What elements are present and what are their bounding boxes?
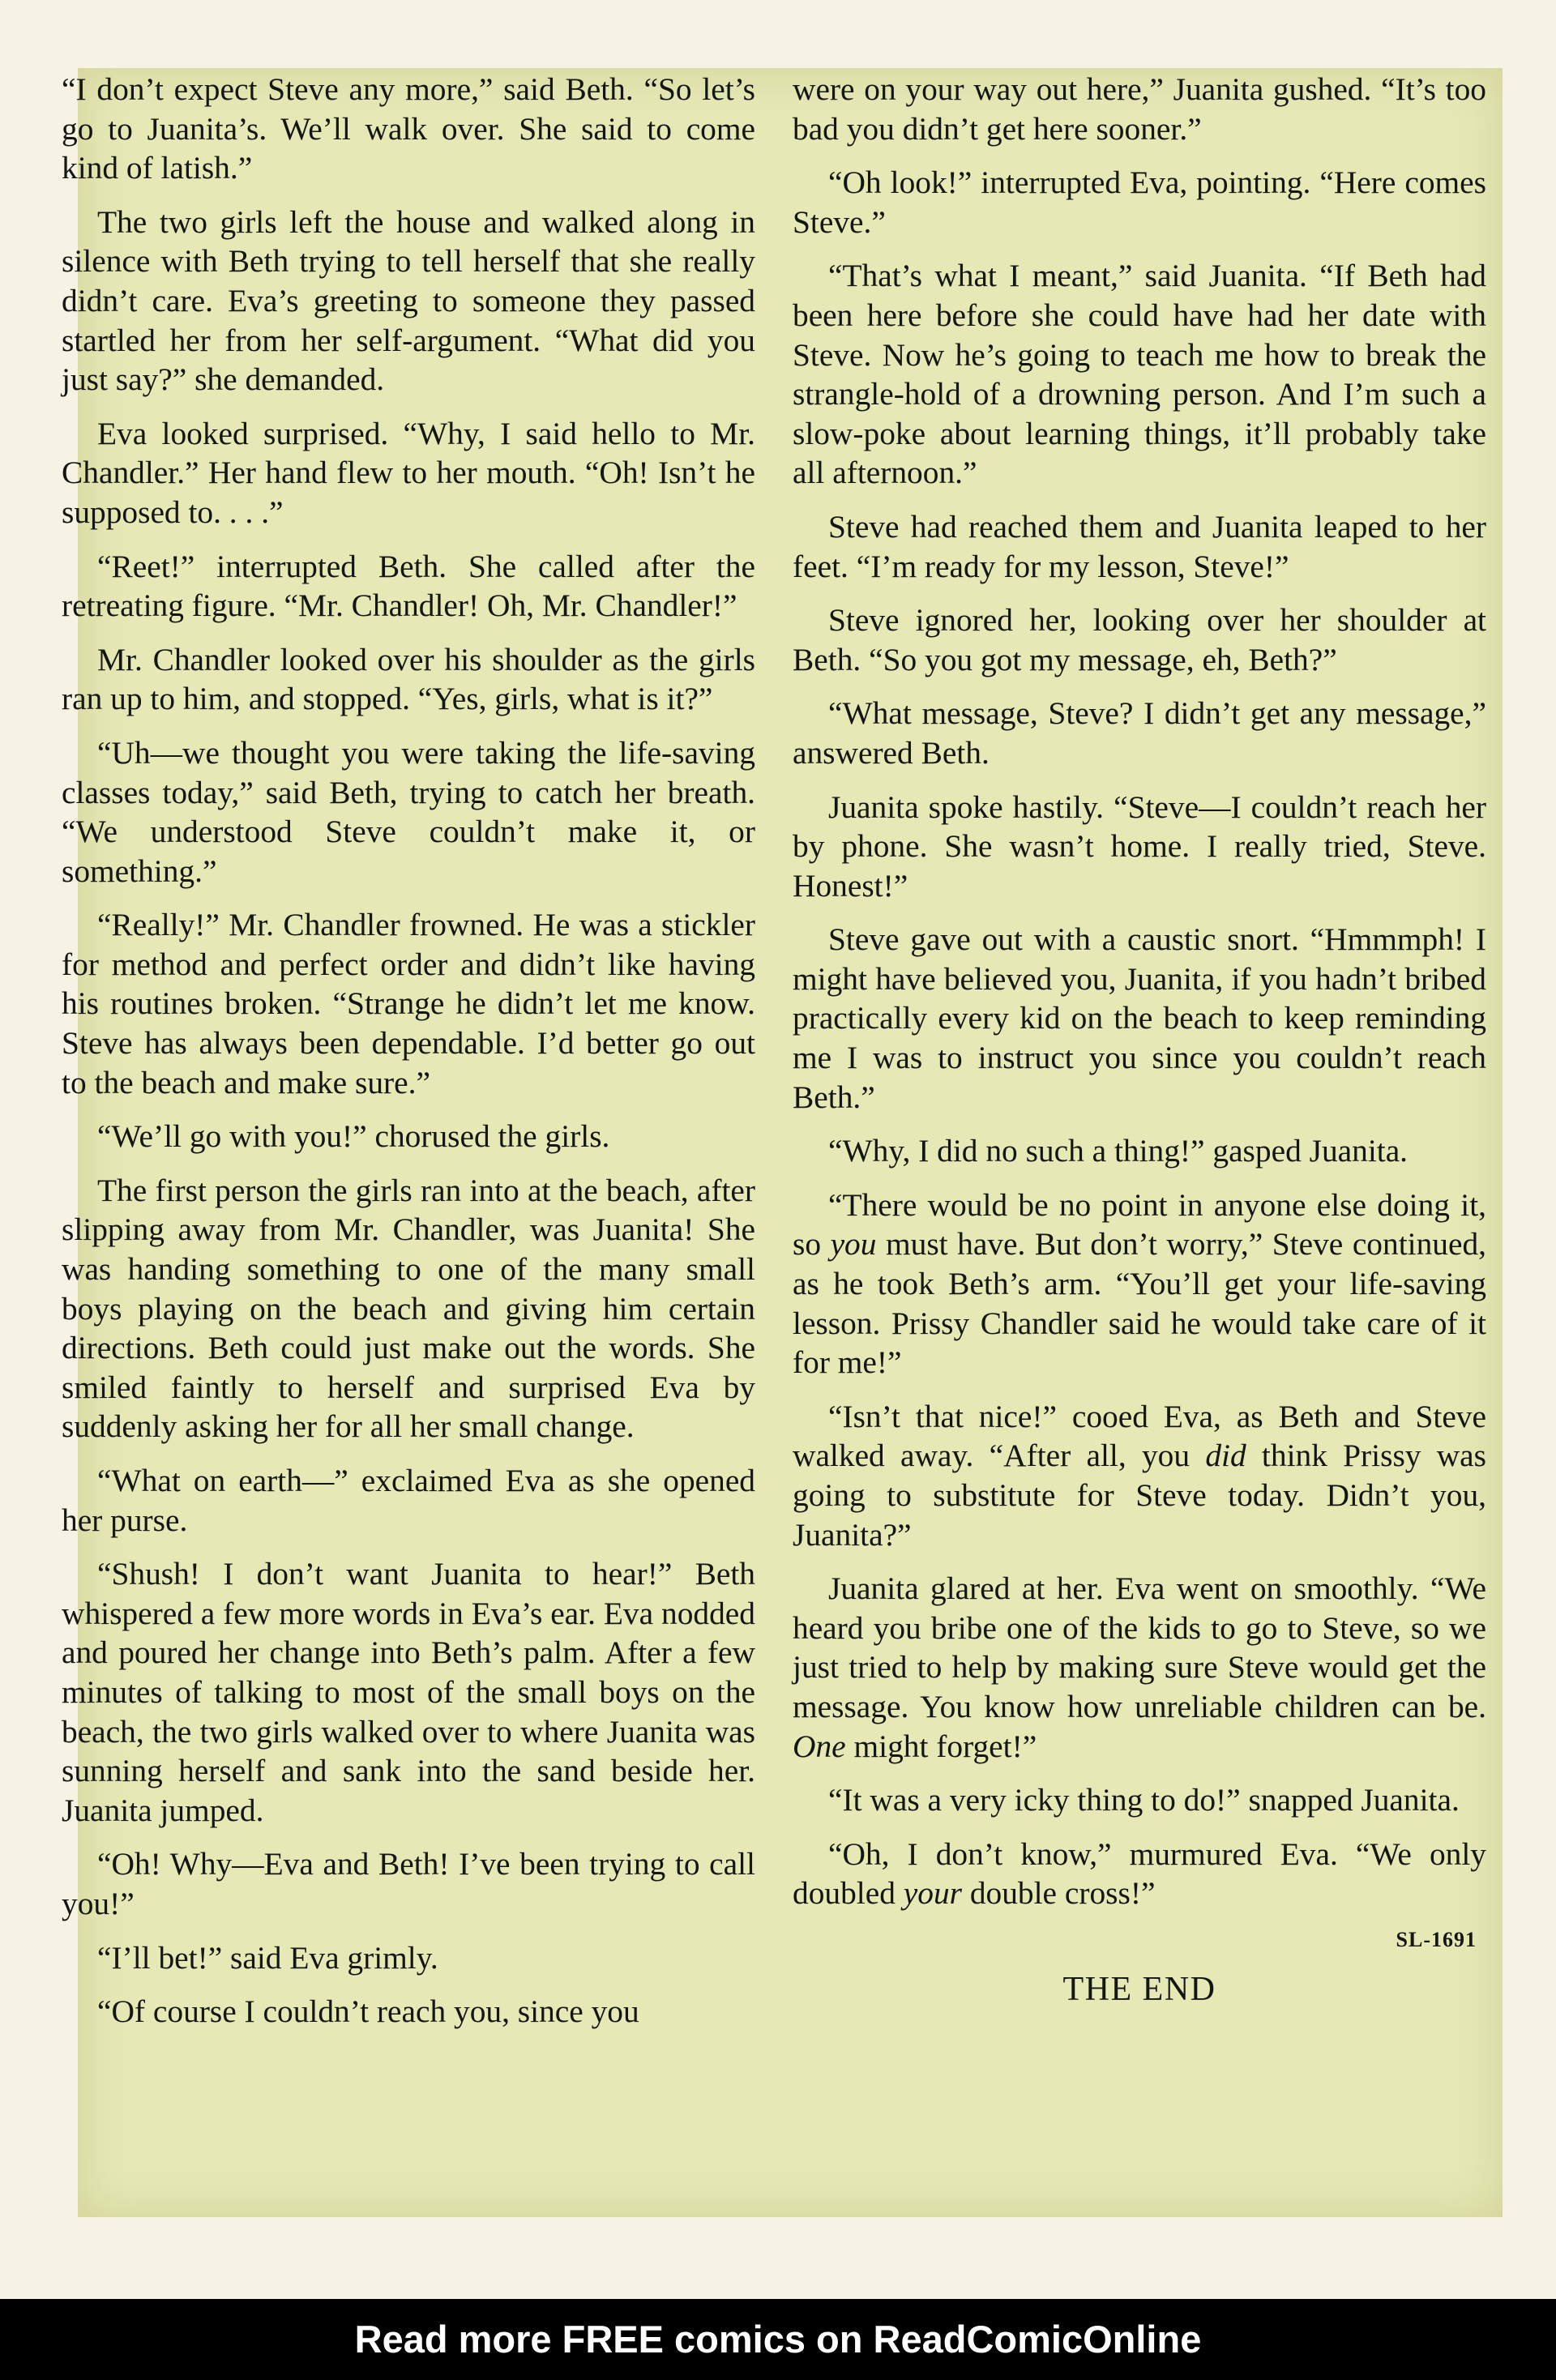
paragraph: [793, 1397, 1486, 1554]
paragraph: Steve ignored her, looking over her shoulder at Beth. “So you got my message, eh, Beth?”: [793, 602, 1486, 677]
paragraph: The first person the girls ran into at the beach, after slipping away from Mr. Chandler, was Juanita! She was handing something to one of the many small boys playing on the beach and giving him certain directions. Beth could just make out the words. She smiled faintly to herself and surprised Eva by suddenly asking her for all her small change.: [62, 1172, 755, 1445]
read-more-banner[interactable]: Read more FREE comics on ReadComicOnline: [0, 2299, 1556, 2380]
paragraph: [793, 1186, 1486, 1382]
paragraph: “Why, I did no such a thing!” gasped Juanita.: [828, 1133, 1409, 1169]
paragraph: “Uh—we thought you were taking the life-saving classes today,” said Beth, trying to catch her breath. “We understood Steve couldn’t make it, or something.”: [62, 734, 755, 889]
the-end-label: THE END: [1062, 1970, 1216, 2008]
paragraph: The two girls left the house and walked along in silence with Beth trying to tell herself that she really didn’t care. Eva’s greeting to someone they passed startled her from her self-argument. “What did you just say?” she demanded.: [62, 203, 755, 398]
paragraph: “Reet!” interrupted Beth. She called after the retreating figure. “Mr. Chandler! Oh, Mr. Chandler!”: [62, 548, 755, 624]
paragraph: “I’ll bet!” said Eva grimly.: [97, 1939, 438, 1976]
text-run: “Oh, I don’t know,” murmured Eva. “We only doubled: [793, 1835, 1486, 1912]
text-run: think Prissy was going to substitute for Steve today. Didn’t you, Juanita?”: [793, 1438, 1486, 1553]
paragraph: “What on earth—” exclaimed Eva as she opened her purse.: [62, 1463, 755, 1538]
paragraph: “That’s what I meant,” said Juanita. “If Beth had been here before she could have had her date with Steve. Now he’s going to teach me how to break the strangle-hold of a drowning person. And I’m such a slow-poke about learning things, it’ll probably take all afternoon.”: [793, 258, 1486, 491]
paragraph: “What message, Steve? I didn’t get any message,” answered Beth.: [793, 695, 1486, 771]
left-column: [62, 70, 755, 2046]
paragraph: Mr. Chandler looked over his shoulder as the girls ran up to him, and stopped. “Yes, girls, what is it?”: [62, 641, 755, 717]
text-run: must have. But don’t worry,” Steve continued, as he took Beth’s arm. “You’ll get your life-saving lesson. Prissy Chandler said he would take care of it for me!”: [793, 1226, 1486, 1381]
paragraph: “We’ll go with you!” chorused the girls.: [97, 1118, 610, 1155]
emphasis: your: [903, 1875, 962, 1912]
paragraph: “Oh look!” interrupted Eva, pointing. “Here comes Steve.”: [793, 165, 1486, 240]
paragraph: “Really!” Mr. Chandler frowned. He was a stickler for method and perfect order and didn’t like having his routines broken. “Strange he didn’t let me know. Steve has always been dependable. I’d better go out to the beach and make sure.”: [62, 907, 755, 1100]
text-run: “There would be no point in anyone else doing it, so: [793, 1186, 1486, 1263]
paragraph: Steve gave out with a caustic snort. “Hmmmph! I might have believed you, Juanita, if you hadn’t bribed practically every kid on the beach to keep reminding me I was to instruct you since you couldn’t reach Beth.”: [793, 921, 1486, 1115]
paragraph: Juanita spoke hastily. “Steve—I couldn’t reach her by phone. She wasn’t home. I really tried, Steve. Honest!”: [793, 788, 1486, 904]
comic-text-page: [58, 70, 1498, 2225]
paragraph: “It was a very icky thing to do!” snapped Juanita.: [828, 1782, 1460, 1818]
paragraph: “Oh! Why—Eva and Beth! I’ve been trying to call you!”: [62, 1846, 755, 1921]
paragraph: [793, 1569, 1486, 1766]
text-run: double cross!”: [961, 1875, 1156, 1912]
right-column: [793, 70, 1486, 2010]
paragraph: Steve had reached them and Juanita leaped to her feet. “I’m ready for my lesson, Steve!”: [793, 508, 1486, 584]
paragraph: “Shush! I don’t want Juanita to hear!” Beth whispered a few more words in Eva’s ear. Eva nodded and poured her change into Beth’s palm. After a few minutes of talking to most of the small boys on the beach, the two girls walked over to where Juanita was sunning herself and sank into the sand beside her. Juanita jumped.: [62, 1556, 755, 1828]
text-run: Juanita glared at her. Eva went on smoothly. “We heard you bribe one of the kids to go to Steve, so we just tried to help by making sure Steve would get the message. You know how unreliable children can be.: [793, 1570, 1486, 1724]
emphasis: One: [793, 1728, 846, 1764]
paragraph: “I don’t expect Steve any more,” said Beth. “So let’s go to Juanita’s. We’ll walk over. She said to come kind of latish.”: [62, 71, 755, 186]
story-code: SL-1691: [1396, 1927, 1477, 1951]
paragraph: Eva looked surprised. “Why, I said hello to Mr. Chandler.” Her hand flew to her mouth. “Oh! Isn’t he supposed to. . . .”: [62, 415, 755, 530]
text-run: “Isn’t that nice!” cooed Eva, as Beth and Steve walked away. “After all, you: [793, 1398, 1486, 1474]
paragraph: were on your way out here,” Juanita gushed. “It’s too bad you didn’t get here sooner.”: [793, 71, 1486, 147]
text-run: might forget!”: [845, 1728, 1037, 1764]
emphasis: did: [1205, 1438, 1246, 1474]
paragraph: “Of course I couldn’t reach you, since you: [97, 1993, 639, 2030]
emphasis: you: [830, 1226, 877, 1263]
paragraph: [793, 1835, 1486, 1913]
